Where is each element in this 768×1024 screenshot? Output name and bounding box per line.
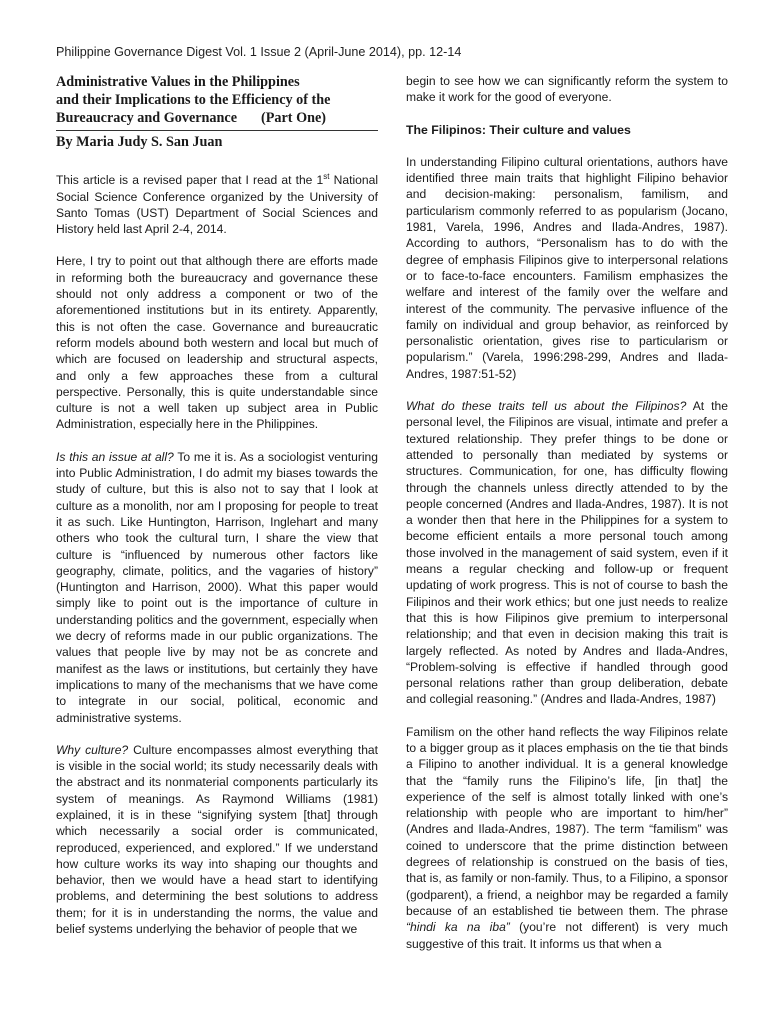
running-head: Philippine Governance Digest Vol. 1 Issue 2 (April-June 2014), pp. 12-14 [56,45,462,59]
paragraph-intro-a: This article is a revised paper that I read at the 1 [56,173,324,188]
paragraph-continued: begin to see how we can significantly reform the system to make it work for the good of everyone. [406,74,728,105]
traits-body: At the personal level, the Filipinos are visual, intimate and prefer a textured relationship. They prefer things to be done or attended to personally than mediated by systems or structures. Communication, for one, has difficulty flowing through the channels unless directly attended to by the people concerned (Andres and Ilada-Andres, 1987). It is not a wonder then that here in the Philippines for a system to become efficient entails a more personal touch among those involved in the management of said system, even if it means a regular checking and follow-up or frequent updating of work progress. This is not of course to bash the Filipinos and their work ethics; but one just needs to realize that this is how Filipinos give premium to interpersonal relationship; and that even in decision making this trait is largely reflected. As noted by Andres and Ilada-Andres, “Problem-solving is effective if handled through good personal relations rather than group deliberation, debate and collegial reasoning.” (Andres and Ilada-Andres, 1987) [406,399,728,707]
issue-lead: Is this an issue at all? [56,449,174,464]
paragraph-familism [406,724,728,952]
paragraph-intro [56,172,378,237]
title-line-3 [56,109,378,127]
paragraph-traits [406,398,728,708]
traits-lead: What do these traits tell us about the Filipinos? [406,399,687,414]
paragraph-why-culture [56,742,378,938]
issue-body: To me it is. As a sociologist venturing into Public Administration, I do admit my biases towards the study of culture, but this is also not to say that I look at culture as a monolith, nor am I proposing for people to treat it as such. Like Huntington, Harrison, Inglehart and many others who took the cultural turn, I share the view that culture is “influenced by numerous other factors like geography, climate, politics, and the vagaries of history” (Huntington and Harrison, 2000). What this paper would simply like to point out is the importance of culture in understanding politics and the government, especially when we decry of reforms made in our public organizations. The values that people live by may not be as concrete and manifest as the laws or institutions, but certainly they have implications to many of the mechanisms that we have come to integrate in our social, political, economic and administrative systems. [56,449,378,725]
paragraph-intro-b: National Social Science Conference organized by the University of Santo Tomas (UST) Department of Social Sciences and History held last April 2-4, 2014. [56,173,378,237]
title-line-3-text: Bureaucracy and Governance [56,110,238,126]
title-divider [56,130,378,131]
familism-phrase: “hindi ka na iba” [406,920,510,935]
article-title [56,73,378,127]
section-heading: The Filipinos: Their culture and values [406,122,631,137]
familism-a: Familism on the other hand reflects the way Filipinos relate to a bigger group as it places emphasis on the tie that binds a Filipino to another individual. It is a general knowledge that the “family runs the Filipino’s life, [in that] the experience of the self is almost totally linked with one’s relationship with people who are important to him/her” (Andres and Ilada-Andres, 1987). The term “familism” was coined to underscore that the prime distinction between degrees of relationship is construed on the basis of ties, that is, as family or non-family. Thus, to a Filipino, a sponsor (godparent), a friend, a neighbor may be regarded a family because of an established tie between them. The phrase [406,724,728,918]
why-culture-lead: Why culture? [56,742,129,757]
part-label: (Part One) [261,110,327,126]
paragraph-reform: Here, I try to point out that although there are efforts made in reforming both the bureaucracy and governance these should not only address a component or two of the aforementioned institutions but in its entirety. Apparently, this is not often the case. Governance and bureaucratic reform models abound both western and local but much of which are focused on leadership and structural aspects, and only a few approaches these from a cultural perspective. Personally, this is quite understandable since culture is not a well taken up subject area in Public Administration, especially here in the Philippines. [56,254,378,432]
title-line-1: Administrative Values in the Philippines [56,74,300,90]
paragraph-issue [56,449,378,726]
title-line-2: and their Implications to the Efficiency of the [56,92,331,108]
paragraph-orientations: In understanding Filipino cultural orientations, authors have identified three main traits that highlight Filipino behavior and decision-making: personalism, familism, and particularism commonly referred to as popularism (Jocano, 1981, Varela, 1996, Andres and Ilada-Andres, 1987). According to authors, “Personalism has to do with the degree of emphasis Filipinos give to interpersonal relations or to face-to-face encounters. Familism emphasizes the welfare and interest of the family over the welfare and interest of the community. The pervasive influence of the family on individual and group behavior, as reinforced by personalistic orientation, gives rise to particularism or popularism.” (Varela, 1996:298-299, Andres and Ilada-Andres, 1987:51-52) [406,154,728,381]
byline: By Maria Judy S. San Juan [56,134,223,150]
ordinal-superscript: st [323,172,330,182]
right-column [406,73,728,968]
familism-b: (you’re not different) is very much suggestive of this trait. It informs us that when a [406,920,728,951]
why-culture-body: Culture encompasses almost everything that is visible in the social world; its study necessarily deals with the abstract and its nonmaterial components particularly its system of meanings. As Raymond Williams (1981) explained, it is in these “signifying system [that] through which necessarily a social order is communicated, reproduced, experienced, and explored.” If we understand how culture works its way into shaping our thoughts and behavior, then we would have a head start to identifying problems, and determining the best solutions to address them; for it is in understanding the norms, the value and belief systems underlying the behavior of people that we [56,742,379,937]
left-column [56,73,378,953]
